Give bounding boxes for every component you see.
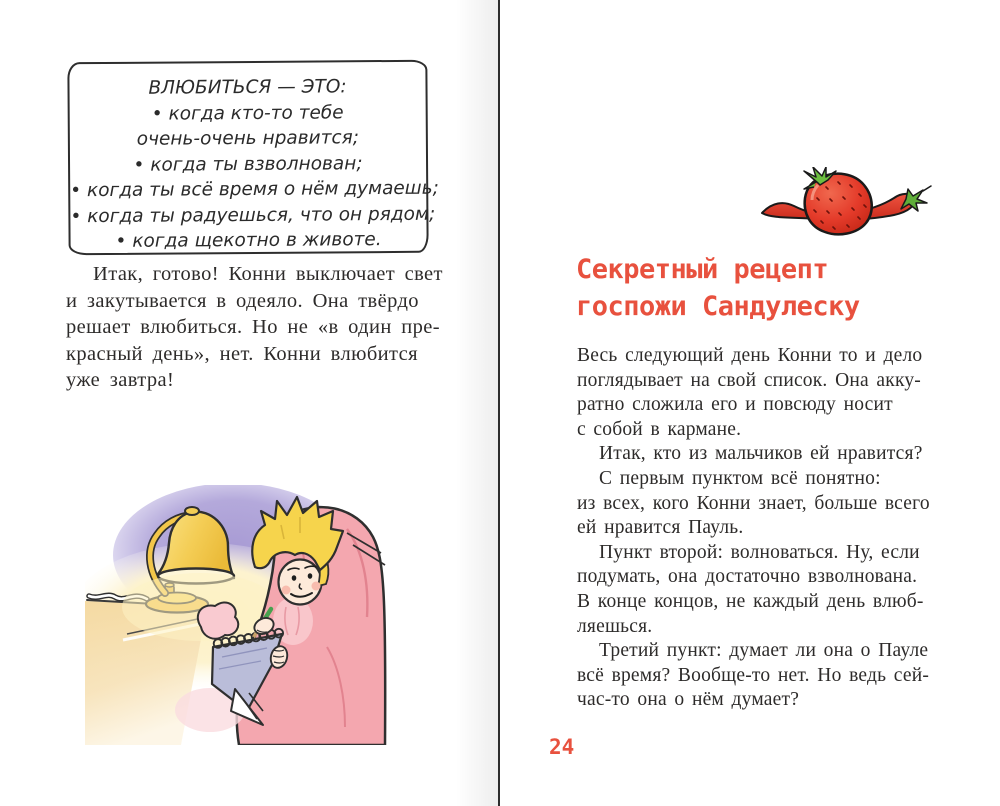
text-line: • когда щекотно в животе.: [115, 229, 382, 252]
handwritten-note-box: [67, 60, 439, 256]
text-line: • когда ты взволнован;: [133, 152, 363, 176]
text-line: Итак, готово! Конни выключает свет: [93, 263, 443, 285]
text-line: час-то она о нём думает?: [577, 689, 800, 711]
chapter-title: [576, 251, 860, 325]
girl-writing-illustration: [85, 485, 390, 745]
text-line: • когда ты всё время о нём думаешь;: [70, 177, 439, 202]
paragraph: [577, 541, 942, 639]
text-line: очень-очень нравится;: [136, 127, 360, 150]
page-gutter-shadow: [456, 0, 498, 806]
page-number: 24: [549, 735, 575, 759]
page-gutter-line: [498, 0, 500, 806]
text-line: с собой в кармане.: [577, 418, 742, 440]
text-line: Третий пункт: думает ли она о Пауле: [599, 640, 929, 662]
pillow-corner: [198, 602, 238, 638]
text-line: В конце концов, не каждый день влюб-: [577, 590, 924, 612]
text-line: ляешься.: [577, 615, 653, 637]
right-page-text: [577, 344, 942, 713]
text-line: • когда ты радуешься, что он рядом;: [70, 203, 436, 227]
text-line: и закутывается в одеяло. Она твёрдо: [66, 289, 419, 312]
text-line: всё время? Вообще-то нет. Но ведь сей-: [577, 664, 930, 686]
paragraph: [577, 467, 942, 541]
text-line: красный день», нет. Конни влюбится: [66, 342, 418, 365]
text-line: уже завтра!: [66, 369, 175, 392]
text-line: Итак, кто из мальчиков ей нравится?: [599, 443, 923, 465]
text-line: подумать, она достаточно взволнована.: [577, 566, 918, 588]
text-line: • когда кто-то тебе: [151, 101, 344, 125]
text-line: Весь следующий день Конни то и дело: [577, 345, 923, 366]
strawberry-chili-illustration: [760, 167, 932, 241]
text-line: из всех, кого Конни знает, больше всего: [577, 492, 930, 514]
paragraph: [66, 261, 466, 394]
strawberry: [804, 167, 872, 234]
text-line: Пункт второй: волноваться. Ну, если: [599, 541, 920, 563]
text-line: поглядывает на свой список. Она акку-: [577, 369, 922, 391]
paragraph: [577, 639, 942, 713]
text-line: Секретный рецепт: [576, 254, 829, 285]
left-page-text: [66, 261, 466, 394]
paragraph: [577, 344, 942, 442]
text-line: С первым пунктом всё понятно:: [599, 467, 881, 489]
text-line: ей нравится Пауль.: [577, 517, 744, 539]
note-title: ВЛЮБИТЬСЯ — ЭТО:: [148, 76, 347, 99]
text-line: ратно сложила его и повсюду носит: [577, 394, 893, 416]
text-line: госпожи Сандулеску: [576, 291, 860, 322]
paragraph: [577, 442, 942, 467]
note-lines: [70, 99, 439, 254]
text-line: решает влюбиться. Но не «в один пре-: [66, 316, 440, 339]
